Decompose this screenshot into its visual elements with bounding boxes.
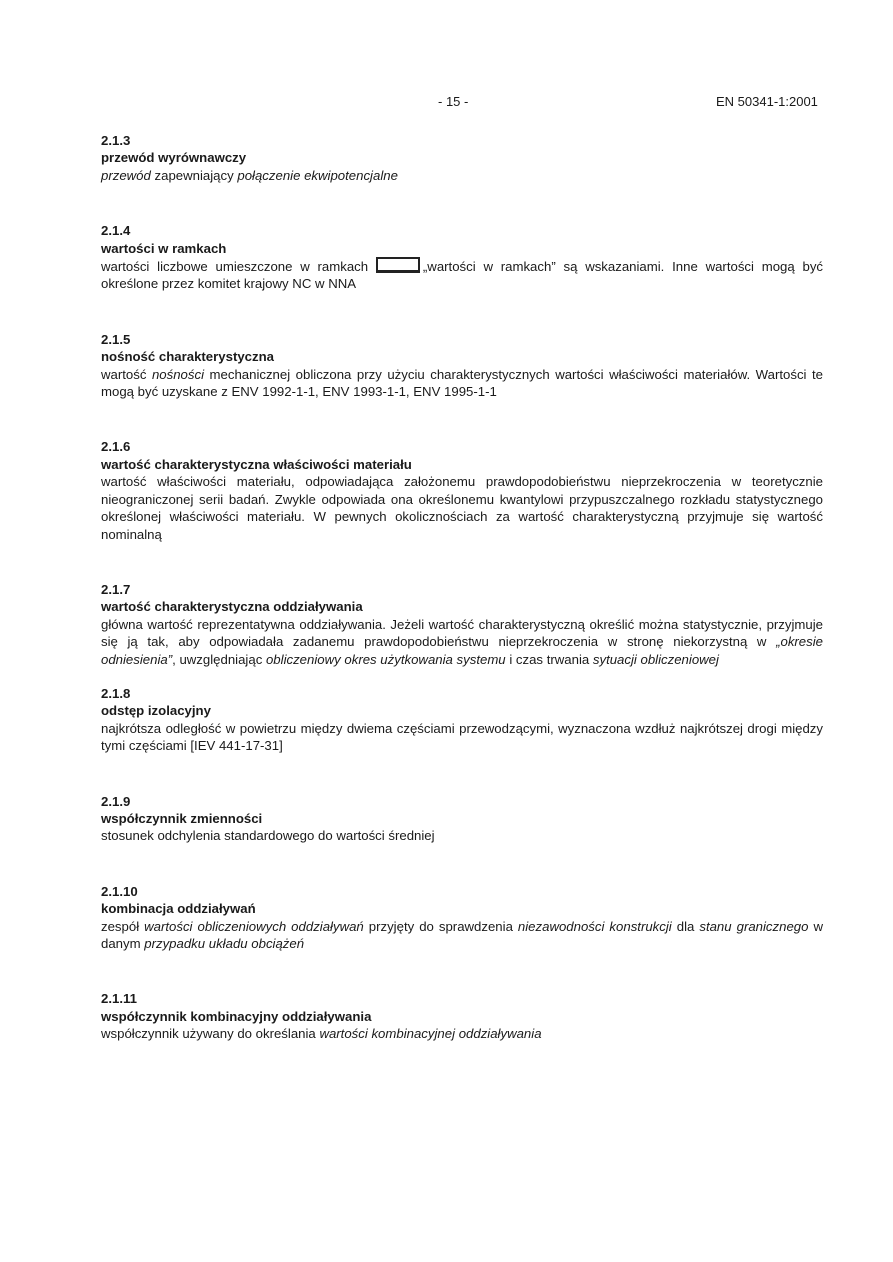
definition-text: zespół <box>101 918 145 934</box>
page-number: - 15 - <box>438 94 469 109</box>
definition-text: główna wartość reprezentatywna oddziaływania. Jeżeli wartość charakterystyczną określić można statystycznie, przyjmuje się ją tak, aby odpowiadała zadanemu prawdopodobieństwu nieprzekroczenia w stronę niekorzystną w <box>101 616 823 650</box>
italic-term-reference: wartości kombinacyjnej oddziaływania <box>319 1026 542 1042</box>
term-definition <box>101 167 823 184</box>
definition-text: wartości liczbowe umieszczone w ramkach <box>101 259 376 275</box>
term-definition <box>101 366 823 401</box>
definition-section <box>101 222 823 293</box>
term-definition <box>101 1025 823 1042</box>
definition-section <box>101 438 823 542</box>
italic-term-reference: przypadku układu obciążeń <box>144 936 305 951</box>
definition-text: wartość <box>101 366 152 382</box>
term-definition <box>101 473 823 543</box>
term-heading: wartość charakterystyczna oddziaływania <box>101 599 363 615</box>
italic-term-reference: niezawodności konstrukcji <box>517 918 672 934</box>
italic-term-reference: sytuacji obliczeniowej <box>592 651 719 667</box>
italic-term-reference: stanu granicznego <box>699 918 809 934</box>
term-definition <box>101 918 823 953</box>
definition-section <box>101 990 823 1042</box>
term-heading: nośność charakterystyczna <box>101 349 274 365</box>
section-number: 2.1.9 <box>101 793 131 809</box>
section-number: 2.1.8 <box>101 685 131 701</box>
section-number: 2.1.4 <box>101 223 131 239</box>
definition-text: „wartości w ramkach” są wskazaniami. Inne wartości mogą być określone przez komitet krajowy NC w NNA <box>101 259 824 292</box>
italic-term-reference: obliczeniowy okres użytkowania systemu <box>265 651 506 667</box>
definition-section <box>101 331 823 401</box>
section-number: 2.1.10 <box>101 883 138 899</box>
term-heading: kombinacja oddziaływań <box>101 901 256 917</box>
definition-section <box>101 883 823 953</box>
term-heading: wartość charakterystyczna właściwości materiału <box>101 456 412 472</box>
definition-section <box>101 685 823 755</box>
boxed-value-marker <box>376 257 420 273</box>
definitions-list <box>101 132 823 1043</box>
definition-text: dla <box>671 918 700 934</box>
term-definition <box>101 720 823 755</box>
term-heading: wartości w ramkach <box>101 240 227 256</box>
italic-term-reference: wartości obliczeniowych oddziaływań <box>144 918 364 934</box>
definition-text: mechanicznej obliczona przy użyciu charakterystycznych wartości właściwości materiałów. Wartości te mogą być uzyskane z ENV 1992-1-1, ENV 1993-1-1, ENV 1995-1-1 <box>101 366 823 400</box>
definition-text: w danym <box>101 918 823 951</box>
definition-section <box>101 581 823 668</box>
italic-term-reference: przewód <box>101 167 151 183</box>
definition-text: najkrótsza odległość w powietrzu między dwiema częściami przewodzącymi, wyznaczona wzdłuż najkrótszej drogi między tymi częściami [IEV 441-17-31] <box>101 720 823 754</box>
definition-text: współczynnik używany do określania <box>101 1026 320 1042</box>
definition-text: wartość właściwości materiału, odpowiadająca założonemu prawdopodobieństwu nieprzekroczenia w teoretycznie nieograniczonej serii badań. Zwykle odpowiada ona określonemu kwantylowi przypuszczalnego rozkładu statystycznego określonej właściwości materiału. W pewnych okolicznościach za wartość charakterystyczną przyjmuje się wartość nominalną <box>101 474 823 542</box>
term-definition <box>101 616 823 668</box>
term-heading: odstęp izolacyjny <box>101 703 211 719</box>
term-definition <box>101 827 823 844</box>
section-number: 2.1.5 <box>101 331 131 347</box>
term-heading: współczynnik kombinacyjny oddziaływania <box>101 1008 372 1024</box>
italic-term-reference: połączenie ekwipotencjalne <box>237 167 398 183</box>
document-id: EN 50341-1:2001 <box>716 94 818 109</box>
section-number: 2.1.6 <box>101 439 131 455</box>
definition-text: przyjęty do sprawdzenia <box>363 918 518 934</box>
section-number: 2.1.3 <box>101 133 131 148</box>
italic-term-reference: „okresie odniesienia” <box>101 634 823 667</box>
definition-text: , uwzględniając <box>172 651 266 667</box>
section-number: 2.1.7 <box>101 581 131 597</box>
definition-section <box>101 132 823 184</box>
definition-section <box>101 793 823 845</box>
definition-text: zapewniający <box>150 167 238 183</box>
italic-term-reference: nośności <box>151 366 205 382</box>
term-definition <box>101 257 823 293</box>
definition-text: stosunek odchylenia standardowego do wartości średniej <box>101 828 435 844</box>
section-number: 2.1.11 <box>101 991 137 1007</box>
definition-text: i czas trwania <box>505 651 593 667</box>
term-heading: współczynnik zmienności <box>101 810 263 826</box>
term-heading: przewód wyrównawczy <box>101 150 247 166</box>
